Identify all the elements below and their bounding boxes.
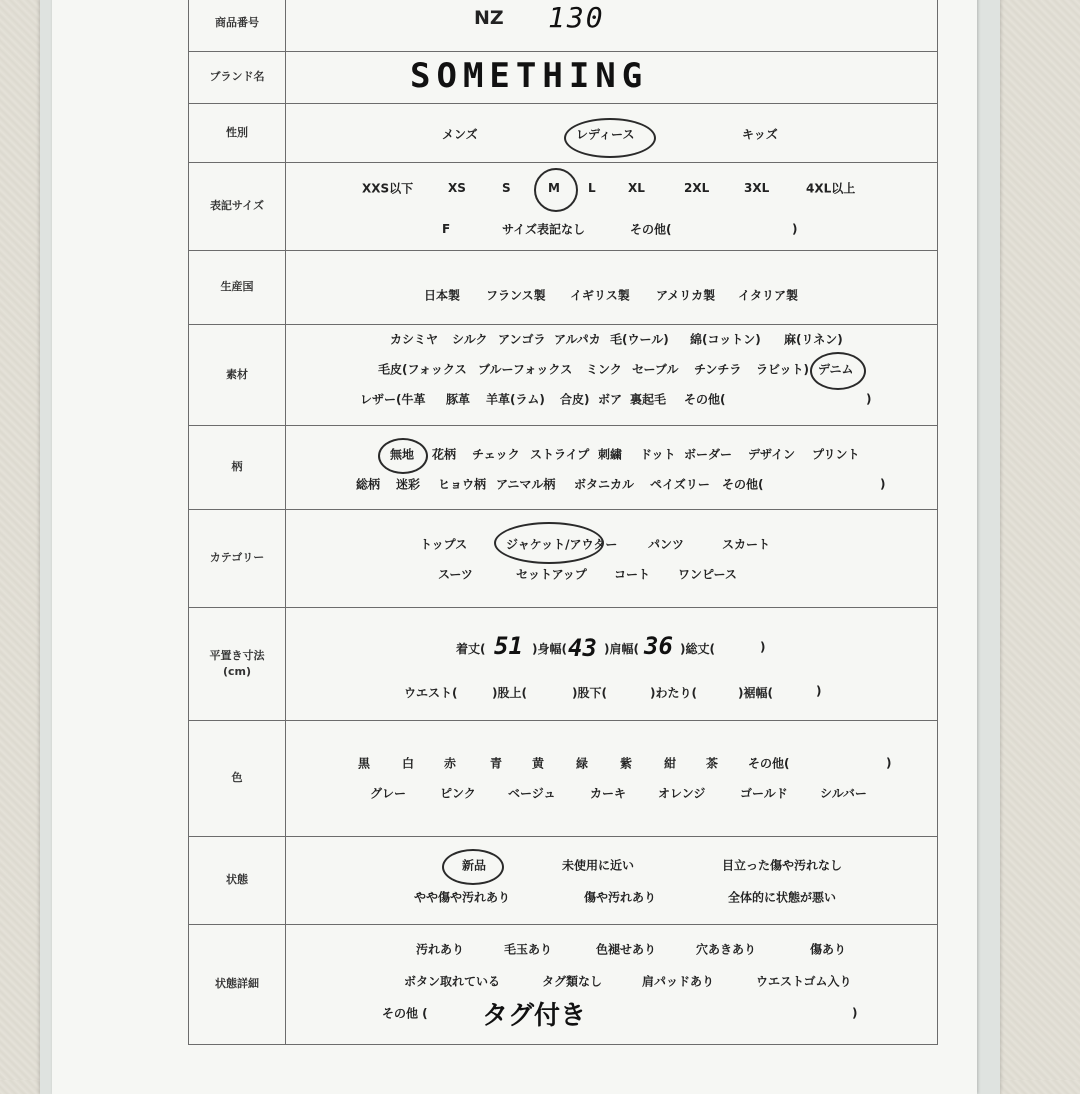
detail-other-close: ) — [852, 1006, 858, 1020]
material-option: 毛(ウール) — [610, 332, 669, 347]
country-option: フランス製 — [486, 288, 546, 303]
detail-option: 毛玉あり — [504, 942, 553, 957]
material-option: カシミヤ — [390, 332, 439, 347]
material-option: アルパカ — [554, 332, 601, 347]
detail-option: ボタン取れている — [404, 974, 501, 989]
color-option: 白 — [402, 756, 415, 771]
material-option: セーブル — [632, 362, 679, 377]
color-option: ベージュ — [508, 786, 556, 801]
pattern-option: ヒョウ柄 — [438, 477, 487, 492]
color-option: 青 — [490, 756, 503, 771]
detail-option: 穴あきあり — [696, 942, 757, 957]
pattern-option: ドット — [640, 447, 676, 462]
color-option: その他( — [748, 756, 790, 771]
condition-option: 傷や汚れあり — [584, 890, 657, 905]
measure-label: )身幅( — [532, 642, 567, 656]
label-pattern: 柄 — [189, 426, 286, 510]
country-option: イタリア製 — [738, 288, 799, 303]
category-option: ワンピース — [678, 567, 737, 582]
category-option: スーツ — [438, 567, 473, 582]
selection-circle — [378, 438, 428, 474]
material-option: 豚革 — [446, 392, 471, 407]
country-cell — [286, 251, 938, 325]
material-option: アンゴラ — [498, 332, 546, 347]
size-cell — [286, 163, 938, 251]
size-option: L — [588, 181, 596, 195]
pattern-cell — [286, 426, 938, 510]
pattern-option: ボーダー — [684, 447, 733, 462]
pattern-option: プリント — [812, 447, 860, 462]
selection-circle — [442, 849, 504, 885]
measure-value: 43 — [568, 634, 597, 662]
color-option: 黄 — [532, 756, 545, 771]
color-cell — [286, 721, 938, 837]
category-cell — [286, 510, 938, 608]
selection-circle — [810, 352, 866, 390]
material-option: チンチラ — [694, 362, 742, 377]
product-number-cell — [286, 0, 938, 52]
material-option: その他( — [684, 392, 726, 407]
material-option: ) — [866, 392, 872, 406]
pattern-option: 無地 — [390, 447, 415, 462]
measure-label: )わたり( — [650, 686, 697, 700]
size-option: 2XL — [684, 181, 710, 195]
color-option: 赤 — [444, 756, 457, 771]
color-option: 黒 — [358, 756, 371, 771]
detail-option: 色褪せあり — [596, 942, 657, 957]
size-option: 3XL — [744, 181, 770, 195]
pattern-option: ストライプ — [530, 447, 590, 462]
detail-option: 傷あり — [810, 942, 847, 957]
label-condition-detail: 状態詳細 — [189, 925, 286, 1045]
selection-circle — [534, 168, 578, 212]
pattern-option: ) — [880, 477, 886, 491]
material-option: 麻(リネン) — [784, 332, 843, 347]
pattern-option: 総柄 — [356, 477, 381, 492]
size-option: その他( — [630, 222, 672, 237]
color-option: グレー — [370, 786, 407, 801]
country-option: 日本製 — [424, 288, 461, 303]
measure-label: 着丈( — [456, 642, 486, 656]
measure-label: ウエスト( — [404, 686, 458, 700]
pattern-option: デザイン — [748, 447, 796, 462]
category-option: セットアップ — [516, 567, 587, 582]
category-option: スカート — [722, 537, 771, 552]
gender-option: レディース — [576, 127, 635, 142]
product-info-form — [188, 0, 938, 1045]
brand-cell — [286, 52, 938, 104]
color-option: ピンク — [440, 786, 476, 801]
size-option: 4XL以上 — [806, 181, 856, 196]
size-option: サイズ表記なし — [502, 222, 586, 237]
measure-label: ) — [760, 640, 766, 654]
condition-cell — [286, 837, 938, 925]
detail-handwritten: タグ付き — [482, 1001, 587, 1031]
pattern-option: アニマル柄 — [496, 477, 556, 492]
pattern-option: 迷彩 — [396, 477, 421, 492]
brand-handwritten: SOMETHING — [410, 56, 649, 96]
label-color: 色 — [189, 721, 286, 837]
color-option: 紫 — [620, 756, 633, 771]
size-option: ) — [792, 222, 798, 236]
gender-cell — [286, 104, 938, 163]
detail-option: タグ類なし — [542, 974, 603, 989]
measure-label: )股上( — [492, 686, 527, 700]
measure-label: )肩幅( — [604, 642, 639, 656]
product-number-prefix: NZ — [474, 7, 504, 29]
product-number-handwritten: 130 — [548, 1, 605, 34]
color-option: ) — [886, 756, 892, 770]
selection-circle — [564, 118, 656, 158]
size-option: XL — [628, 181, 645, 195]
condition-option: やや傷や汚れあり — [414, 890, 511, 905]
condition-option: 未使用に近い — [562, 858, 635, 873]
gender-option: キッズ — [742, 127, 778, 142]
material-option: ミンク — [586, 362, 622, 377]
detail-other-open: その他 ( — [382, 1006, 428, 1021]
material-option: ボア — [598, 392, 623, 407]
color-option: 茶 — [706, 756, 719, 771]
size-option: M — [548, 181, 560, 195]
label-measurements-unit: (cm) — [222, 665, 252, 678]
label-brand: ブランド名 — [189, 52, 286, 104]
label-material: 素材 — [189, 325, 286, 426]
material-option: シルク — [452, 332, 488, 347]
condition-option: 新品 — [462, 858, 487, 873]
size-option: F — [442, 222, 451, 236]
color-option: カーキ — [590, 786, 627, 801]
label-category: カテゴリー — [189, 510, 286, 608]
material-option: 裏起毛 — [630, 392, 667, 407]
detail-option: ウエストゴム入り — [756, 974, 852, 989]
material-option: ラビット) — [756, 362, 810, 377]
category-option: ジャケット/アウター — [506, 537, 618, 552]
material-option: デニム — [818, 362, 854, 377]
form-sheet — [52, 0, 977, 1094]
measure-label: ) — [816, 684, 822, 698]
color-option: 紺 — [664, 756, 677, 771]
measure-value: 36 — [644, 632, 673, 660]
measure-label: )股下( — [572, 686, 607, 700]
label-product-number: 商品番号 — [189, 0, 286, 52]
detail-option: 肩パッドあり — [642, 974, 715, 989]
pattern-option: 刺繍 — [598, 447, 623, 462]
category-option: パンツ — [648, 537, 685, 552]
material-option: 毛皮(フォックス — [378, 362, 467, 377]
label-gender: 性別 — [189, 104, 286, 163]
color-option: 緑 — [576, 756, 589, 771]
material-option: ブルーフォックス — [478, 362, 573, 377]
selection-circle — [494, 522, 604, 564]
color-option: ゴールド — [740, 786, 788, 801]
category-option: コート — [614, 567, 651, 582]
material-option: 羊革(ラム) — [486, 392, 545, 407]
material-option: レザー(牛革 — [360, 392, 426, 407]
condition-option: 全体的に状態が悪い — [728, 890, 837, 905]
label-measurements-title: 平置き寸法 — [209, 648, 265, 662]
country-option: アメリカ製 — [656, 288, 716, 303]
label-condition: 状態 — [189, 837, 286, 925]
country-option: イギリス製 — [570, 288, 630, 303]
size-option: XXS以下 — [362, 181, 414, 196]
pattern-option: チェック — [472, 447, 520, 462]
condition-detail-cell — [286, 925, 938, 1045]
color-option: オレンジ — [658, 786, 706, 801]
pattern-option: ボタニカル — [574, 477, 635, 492]
size-option: XS — [448, 181, 466, 195]
material-cell — [286, 325, 938, 426]
category-option: トップス — [420, 537, 468, 552]
color-option: シルバー — [820, 786, 867, 801]
material-option: 綿(コットン) — [690, 332, 761, 347]
pattern-option: その他( — [722, 477, 764, 492]
gender-option: メンズ — [442, 127, 478, 142]
measurements-cell — [286, 608, 938, 721]
label-size: 表記サイズ — [189, 163, 286, 251]
measure-label: )総丈( — [680, 642, 715, 656]
measure-value: 51 — [494, 632, 523, 660]
size-option: S — [502, 181, 511, 195]
measure-label: )裾幅( — [738, 686, 773, 700]
condition-option: 目立った傷や汚れなし — [722, 858, 843, 873]
label-country: 生産国 — [189, 251, 286, 325]
detail-option: 汚れあり — [416, 942, 465, 957]
pattern-option: ペイズリー — [650, 477, 710, 492]
label-measurements — [189, 608, 286, 721]
material-option: 合皮) — [560, 392, 590, 407]
pattern-option: 花柄 — [432, 447, 457, 462]
